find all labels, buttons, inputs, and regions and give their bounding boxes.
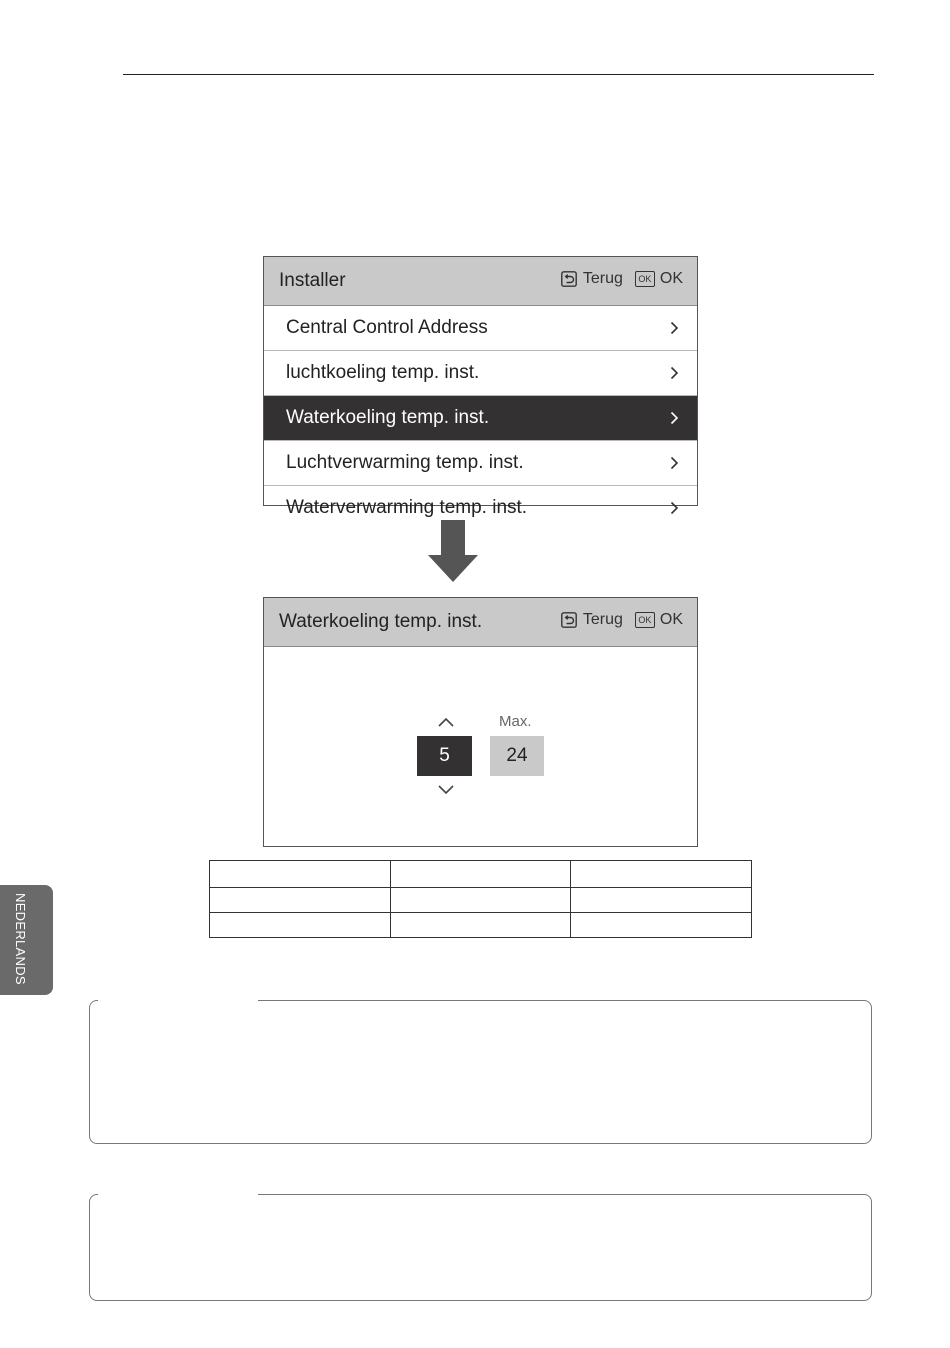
ok-icon: OK	[635, 612, 655, 628]
screen-header	[264, 257, 697, 306]
menu-item-central-control-address[interactable]	[264, 306, 697, 351]
chevron-right-icon	[670, 366, 679, 380]
note-box-title-gap	[98, 1193, 258, 1197]
table-cell	[390, 913, 571, 938]
screen-header	[264, 598, 697, 647]
chevron-right-icon	[670, 411, 679, 425]
header-actions	[561, 270, 683, 288]
table-cell	[571, 861, 752, 888]
back-label: Terug	[582, 611, 623, 628]
ok-label: OK	[659, 611, 683, 628]
temperature-value[interactable]: 5	[417, 736, 472, 776]
ok-label: OK	[659, 270, 683, 287]
ok-button[interactable]	[635, 270, 683, 288]
table-cell	[210, 861, 391, 888]
chevron-down-icon[interactable]	[437, 784, 455, 796]
note-box-title-gap	[98, 999, 258, 1003]
language-tab-label: NEDERLANDS	[13, 893, 28, 985]
ok-button[interactable]	[635, 611, 683, 629]
max-label: Max.	[499, 713, 532, 730]
table-cell	[210, 913, 391, 938]
menu-item-label: Luchtverwarming temp. inst.	[286, 452, 524, 473]
table-cell	[390, 888, 571, 913]
ok-icon: OK	[635, 271, 655, 287]
max-value: 24	[490, 736, 544, 776]
menu-item-waterkoeling[interactable]	[264, 396, 697, 441]
temperature-stepper	[417, 713, 547, 796]
back-icon	[561, 271, 577, 287]
arrow-down-icon	[428, 520, 478, 582]
menu-item-label: luchtkoeling temp. inst.	[286, 362, 480, 383]
waterkoeling-screen	[263, 597, 698, 847]
installer-screen	[263, 256, 698, 518]
chevron-right-icon	[670, 501, 679, 515]
chevron-up-icon[interactable]	[437, 716, 455, 728]
back-button[interactable]	[561, 611, 623, 629]
menu-item-label: Waterverwarming temp. inst.	[286, 497, 528, 518]
back-label: Terug	[582, 270, 623, 287]
table-cell	[571, 913, 752, 938]
table-row	[210, 888, 752, 913]
header-actions	[561, 611, 683, 629]
back-button[interactable]	[561, 270, 623, 288]
menu-item-luchtverwarming[interactable]	[264, 441, 697, 486]
note-box	[89, 1194, 872, 1301]
note-box	[89, 1000, 872, 1144]
screen-title: Installer	[279, 270, 346, 291]
settings-table	[209, 860, 752, 938]
menu-item-waterverwarming[interactable]	[264, 486, 697, 518]
top-rule	[123, 74, 874, 75]
chevron-right-icon	[670, 456, 679, 470]
menu-item-label: Waterkoeling temp. inst.	[286, 407, 490, 428]
menu-item-luchtkoeling[interactable]	[264, 351, 697, 396]
table-row	[210, 913, 752, 938]
chevron-right-icon	[670, 321, 679, 335]
table-cell	[390, 861, 571, 888]
back-icon	[561, 612, 577, 628]
screen-title: Waterkoeling temp. inst.	[279, 611, 483, 632]
table-row	[210, 861, 752, 888]
language-tab	[0, 885, 53, 995]
table-cell	[571, 888, 752, 913]
table-cell	[210, 888, 391, 913]
menu-item-label: Central Control Address	[286, 317, 488, 338]
